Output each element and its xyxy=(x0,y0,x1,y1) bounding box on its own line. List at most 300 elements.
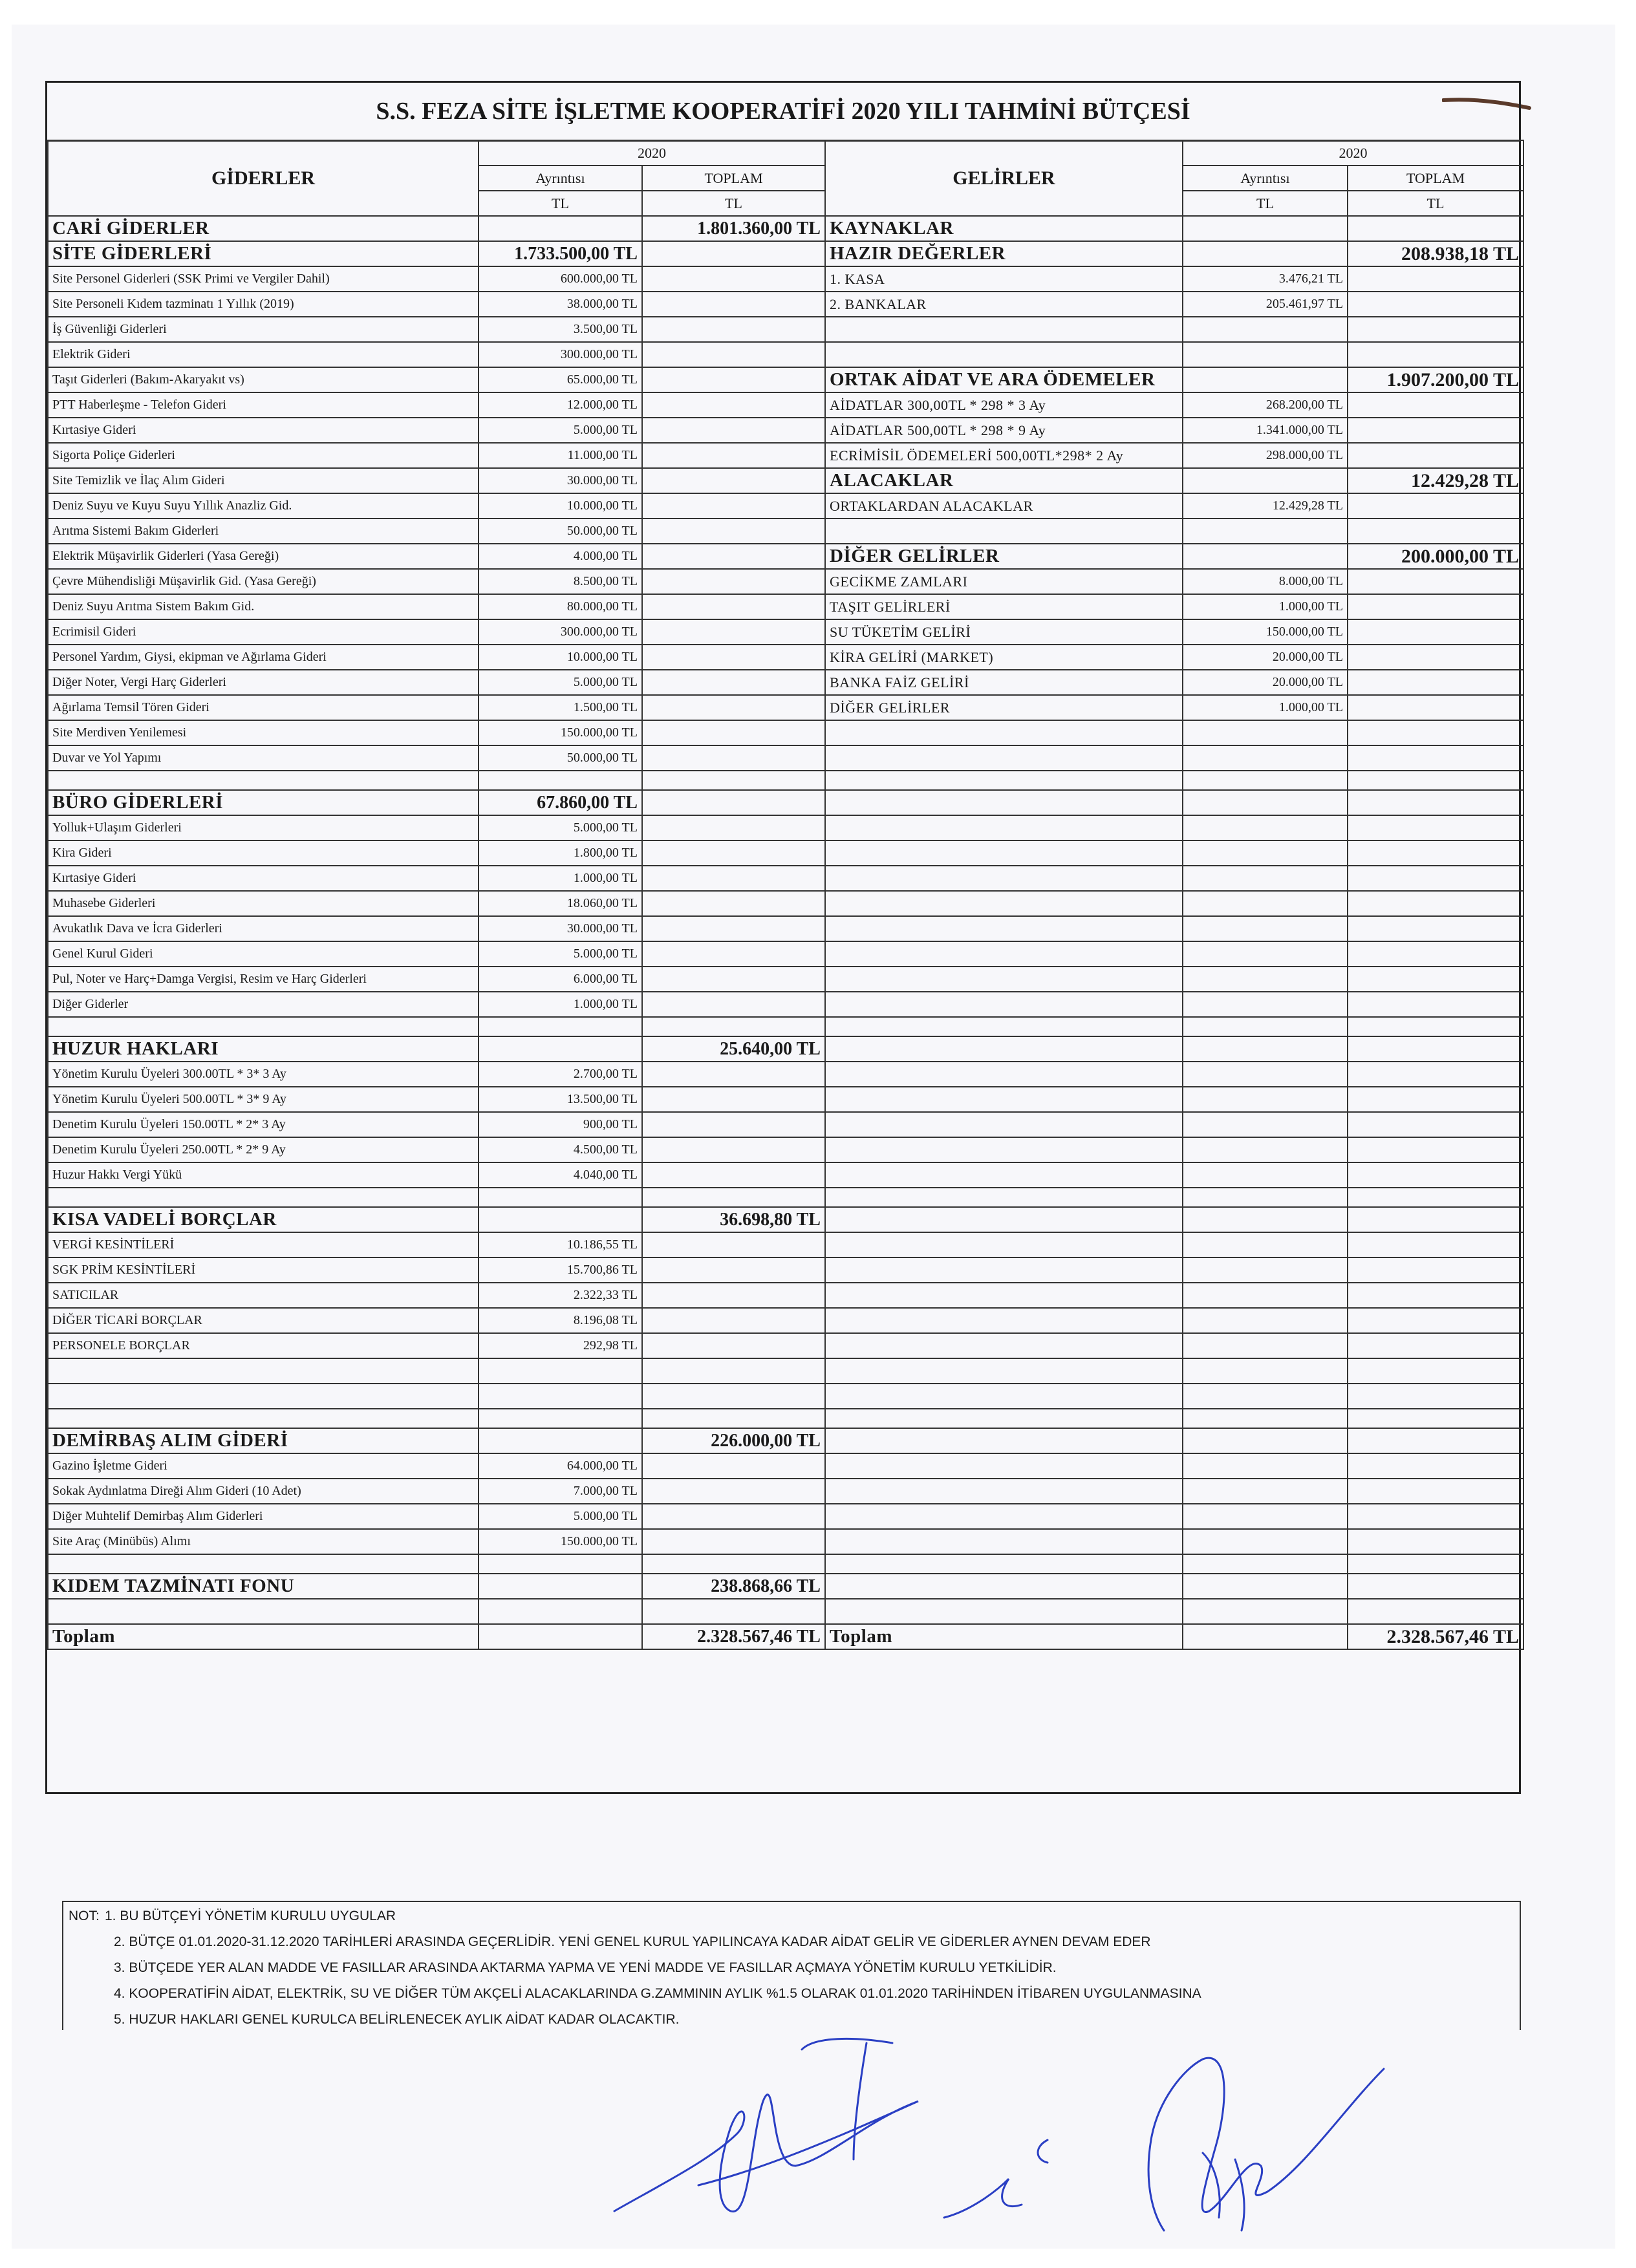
income-total xyxy=(1348,992,1523,1017)
expense-detail: 4.040,00 TL xyxy=(479,1162,642,1188)
income-detail xyxy=(1183,241,1348,266)
expense-label: Kırtasiye Gideri xyxy=(48,866,479,891)
income-detail xyxy=(1183,1574,1348,1599)
expense-total xyxy=(642,544,825,569)
income-total xyxy=(1348,1504,1523,1529)
income-label: ALACAKLAR xyxy=(825,468,1183,493)
expense-detail: 1.000,00 TL xyxy=(479,866,642,891)
expense-total xyxy=(642,1087,825,1112)
expense-detail: 900,00 TL xyxy=(479,1112,642,1137)
income-detail xyxy=(1183,1112,1348,1137)
income-label: KİRA GELİRİ (MARKET) xyxy=(825,645,1183,670)
income-total xyxy=(1348,1333,1523,1358)
income-total xyxy=(1348,941,1523,967)
signature-1 xyxy=(614,2095,918,2212)
table-row xyxy=(48,967,1523,992)
expense-total xyxy=(642,1599,825,1624)
income-label xyxy=(825,342,1183,367)
income-label xyxy=(825,790,1183,815)
expense-total xyxy=(642,670,825,695)
expense-label: Ağırlama Temsil Tören Gideri xyxy=(48,695,479,720)
signatures xyxy=(582,1998,1423,2256)
expense-detail: 1.000,00 TL xyxy=(479,992,642,1017)
expense-detail: 13.500,00 TL xyxy=(479,1087,642,1112)
budget-body xyxy=(48,216,1523,1649)
expense-label: CARİ GİDERLER xyxy=(48,216,479,241)
income-detail xyxy=(1183,1358,1348,1384)
income-detail xyxy=(1183,519,1348,544)
expense-total xyxy=(642,493,825,519)
expense-label: Sigorta Poliçe Giderleri xyxy=(48,443,479,468)
table-row xyxy=(48,1504,1523,1529)
income-total xyxy=(1348,1574,1523,1599)
expense-label: Diğer Muhtelif Demirbaş Alım Giderleri xyxy=(48,1504,479,1529)
table-row xyxy=(48,1453,1523,1479)
expense-total: 226.000,00 TL xyxy=(642,1428,825,1453)
income-label xyxy=(825,1529,1183,1554)
table-row xyxy=(48,1112,1523,1137)
expense-label: BÜRO GİDERLERİ xyxy=(48,790,479,815)
income-label: ORTAK AİDAT VE ARA ÖDEMELER xyxy=(825,367,1183,392)
income-label xyxy=(825,1479,1183,1504)
income-total xyxy=(1348,1232,1523,1257)
expense-label: Denetim Kurulu Üyeleri 250.00TL * 2* 9 Ay xyxy=(48,1137,479,1162)
expense-detail: 5.000,00 TL xyxy=(479,670,642,695)
table-row xyxy=(48,519,1523,544)
income-total: 12.429,28 TL xyxy=(1348,468,1523,493)
expense-detail xyxy=(479,1599,642,1624)
expense-label: Çevre Mühendisliği Müşavirlik Gid. (Yasa Gereği) xyxy=(48,569,479,594)
income-label xyxy=(825,317,1183,342)
table-row xyxy=(48,695,1523,720)
income-label xyxy=(825,1428,1183,1453)
income-detail xyxy=(1183,544,1348,569)
expense-detail: 50.000,00 TL xyxy=(479,745,642,771)
income-detail xyxy=(1183,992,1348,1017)
income-total xyxy=(1348,418,1523,443)
income-label xyxy=(825,1358,1183,1384)
income-label xyxy=(825,745,1183,771)
expenses-header: GİDERLER xyxy=(48,140,479,216)
expense-detail: 15.700,86 TL xyxy=(479,1257,642,1283)
income-detail xyxy=(1183,1308,1348,1333)
expense-total xyxy=(642,1112,825,1137)
income-total: 208.938,18 TL xyxy=(1348,241,1523,266)
expense-total xyxy=(642,1308,825,1333)
income-detail xyxy=(1183,1453,1348,1479)
expense-label xyxy=(48,1358,479,1384)
income-detail xyxy=(1183,916,1348,941)
income-total xyxy=(1348,342,1523,367)
expense-total xyxy=(642,1529,825,1554)
income-label xyxy=(825,1036,1183,1062)
income-detail: 268.200,00 TL xyxy=(1183,392,1348,418)
income-detail: 1.000,00 TL xyxy=(1183,695,1348,720)
expense-detail: 11.000,00 TL xyxy=(479,443,642,468)
income-detail xyxy=(1183,1529,1348,1554)
expense-detail: 38.000,00 TL xyxy=(479,292,642,317)
income-total xyxy=(1348,695,1523,720)
income-total xyxy=(1348,1479,1523,1504)
expense-total xyxy=(642,292,825,317)
income-total xyxy=(1348,1017,1523,1036)
income-total xyxy=(1348,1207,1523,1232)
incomes-header: GELİRLER xyxy=(825,140,1183,216)
expense-total: 25.640,00 TL xyxy=(642,1036,825,1062)
table-row xyxy=(48,1257,1523,1283)
table-row xyxy=(48,392,1523,418)
income-label xyxy=(825,1162,1183,1188)
table-row xyxy=(48,916,1523,941)
expense-detail: 10.000,00 TL xyxy=(479,493,642,519)
table-row xyxy=(48,493,1523,519)
income-label: DİĞER GELİRLER xyxy=(825,544,1183,569)
income-label: AİDATLAR 500,00TL * 298 * 9 Ay xyxy=(825,418,1183,443)
income-total xyxy=(1348,790,1523,815)
expense-detail: 300.000,00 TL xyxy=(479,619,642,645)
note-2: 2. BÜTÇE 01.01.2020-31.12.2020 TARİHLERİ ARASINDA GEÇERLİDİR. YENİ GENEL KURUL YAPILINCAYA KADAR AİDAT GELİR VE GİDERLER AYNEN DEVAM EDER xyxy=(114,1934,1151,1949)
income-label xyxy=(825,941,1183,967)
table-row xyxy=(48,1574,1523,1599)
expense-detail: 300.000,00 TL xyxy=(479,342,642,367)
table-row xyxy=(48,790,1523,815)
note-5: 5. HUZUR HAKLARI GENEL KURULCA BELİRLENECEK AYLIK AİDAT KADAR OLACAKTIR. xyxy=(114,2012,680,2027)
income-label: DİĞER GELİRLER xyxy=(825,695,1183,720)
budget-title: S.S. FEZA SİTE İŞLETME KOOPERATİFİ 2020 YILI TAHMİNİ BÜTÇESİ xyxy=(47,83,1519,142)
expense-total xyxy=(642,1162,825,1188)
income-total xyxy=(1348,1308,1523,1333)
income-total xyxy=(1348,916,1523,941)
income-label xyxy=(825,519,1183,544)
expense-label: KISA VADELİ BORÇLAR xyxy=(48,1207,479,1232)
expense-detail xyxy=(479,771,642,790)
expense-total xyxy=(642,1479,825,1504)
expense-total xyxy=(642,815,825,840)
income-detail xyxy=(1183,1479,1348,1504)
expense-total xyxy=(642,519,825,544)
expense-detail: 1.800,00 TL xyxy=(479,840,642,866)
expense-total xyxy=(642,720,825,745)
expense-total xyxy=(642,941,825,967)
table-row xyxy=(48,1137,1523,1162)
table-row xyxy=(48,1428,1523,1453)
income-label: ECRİMİSİL ÖDEMELERİ 500,00TL*298* 2 Ay xyxy=(825,443,1183,468)
notes-prefix: NOT: xyxy=(69,1909,100,1923)
income-label: ORTAKLARDAN ALACAKLAR xyxy=(825,493,1183,519)
table-row xyxy=(48,840,1523,866)
expense-total xyxy=(642,745,825,771)
income-detail xyxy=(1183,866,1348,891)
expense-total xyxy=(642,569,825,594)
expense-total xyxy=(642,367,825,392)
income-label xyxy=(825,1554,1183,1574)
expense-total xyxy=(642,1358,825,1384)
table-row xyxy=(48,1384,1523,1409)
expense-total xyxy=(642,468,825,493)
table-row xyxy=(48,216,1523,241)
income-total xyxy=(1348,1428,1523,1453)
budget-table xyxy=(47,140,1524,1650)
incomes-year: 2020 xyxy=(1183,140,1523,166)
table-row xyxy=(48,1624,1523,1649)
income-total: 2.328.567,46 TL xyxy=(1348,1624,1523,1649)
income-label xyxy=(825,866,1183,891)
income-detail: 20.000,00 TL xyxy=(1183,645,1348,670)
table-row xyxy=(48,645,1523,670)
expenses-year: 2020 xyxy=(479,140,825,166)
income-detail xyxy=(1183,1232,1348,1257)
expense-total xyxy=(642,1333,825,1358)
income-label xyxy=(825,1409,1183,1428)
income-label xyxy=(825,720,1183,745)
income-label xyxy=(825,1504,1183,1529)
expense-detail: 6.000,00 TL xyxy=(479,967,642,992)
expense-label: KIDEM TAZMİNATI FONU xyxy=(48,1574,479,1599)
expense-total xyxy=(642,1409,825,1428)
signature-3b xyxy=(1203,2153,1244,2231)
table-row xyxy=(48,1207,1523,1232)
income-total xyxy=(1348,745,1523,771)
income-total xyxy=(1348,1162,1523,1188)
income-label xyxy=(825,815,1183,840)
expense-label: SİTE GİDERLERİ xyxy=(48,241,479,266)
income-total xyxy=(1348,866,1523,891)
expense-total xyxy=(642,1453,825,1479)
income-label xyxy=(825,771,1183,790)
expense-label: Duvar ve Yol Yapımı xyxy=(48,745,479,771)
expense-detail: 5.000,00 TL xyxy=(479,815,642,840)
expense-detail: 3.500,00 TL xyxy=(479,317,642,342)
expense-label: Taşıt Giderleri (Bakım-Akaryakıt vs) xyxy=(48,367,479,392)
income-label xyxy=(825,1062,1183,1087)
expense-label: Sokak Aydınlatma Direği Alım Gideri (10 Adet) xyxy=(48,1479,479,1504)
expense-detail: 64.000,00 TL xyxy=(479,1453,642,1479)
expense-detail: 8.500,00 TL xyxy=(479,569,642,594)
table-row xyxy=(48,1036,1523,1062)
expense-label: SATICILAR xyxy=(48,1283,479,1308)
expense-total xyxy=(642,1384,825,1409)
income-label xyxy=(825,1308,1183,1333)
income-label xyxy=(825,1087,1183,1112)
expense-detail: 12.000,00 TL xyxy=(479,392,642,418)
expense-detail xyxy=(479,1554,642,1574)
income-total xyxy=(1348,1554,1523,1574)
expense-detail: 2.700,00 TL xyxy=(479,1062,642,1087)
income-label: 2. BANKALAR xyxy=(825,292,1183,317)
table-row xyxy=(48,367,1523,392)
expense-detail: 1.733.500,00 TL xyxy=(479,241,642,266)
expense-total xyxy=(642,840,825,866)
income-detail xyxy=(1183,317,1348,342)
income-detail xyxy=(1183,1554,1348,1574)
table-row xyxy=(48,771,1523,790)
expense-label xyxy=(48,1599,479,1624)
expense-label: PTT Haberleşme - Telefon Gideri xyxy=(48,392,479,418)
income-label: 1. KASA xyxy=(825,266,1183,292)
expense-total xyxy=(642,418,825,443)
expense-label: Kırtasiye Gideri xyxy=(48,418,479,443)
income-total xyxy=(1348,967,1523,992)
income-label xyxy=(825,992,1183,1017)
expense-label: VERGİ KESİNTİLERİ xyxy=(48,1232,479,1257)
expense-total xyxy=(642,317,825,342)
expense-label: DEMİRBAŞ ALIM GİDERİ xyxy=(48,1428,479,1453)
table-row xyxy=(48,1283,1523,1308)
expense-detail: 4.500,00 TL xyxy=(479,1137,642,1162)
income-detail xyxy=(1183,342,1348,367)
table-row xyxy=(48,1479,1523,1504)
expense-label: Muhasebe Giderleri xyxy=(48,891,479,916)
income-detail xyxy=(1183,1333,1348,1358)
expense-total xyxy=(642,967,825,992)
incomes-detail-unit: TL xyxy=(1183,191,1348,216)
expense-detail: 80.000,00 TL xyxy=(479,594,642,619)
expense-detail: 67.860,00 TL xyxy=(479,790,642,815)
income-total xyxy=(1348,1453,1523,1479)
income-label: GECİKME ZAMLARI xyxy=(825,569,1183,594)
expense-detail xyxy=(479,1188,642,1207)
table-row xyxy=(48,1188,1523,1207)
expense-label: SGK PRİM KESİNTİLERİ xyxy=(48,1257,479,1283)
income-total xyxy=(1348,1384,1523,1409)
income-label xyxy=(825,1207,1183,1232)
expense-detail: 2.322,33 TL xyxy=(479,1283,642,1308)
income-detail xyxy=(1183,216,1348,241)
income-total xyxy=(1348,1599,1523,1624)
expense-detail: 150.000,00 TL xyxy=(479,1529,642,1554)
income-total xyxy=(1348,1188,1523,1207)
income-detail xyxy=(1183,745,1348,771)
expenses-detail-header: Ayrıntısı xyxy=(479,166,642,191)
expense-total: 36.698,80 TL xyxy=(642,1207,825,1232)
table-row xyxy=(48,266,1523,292)
expense-label: Site Temizlik ve İlaç Alım Gideri xyxy=(48,468,479,493)
expense-label: Personel Yardım, Giysi, ekipman ve Ağırlama Gideri xyxy=(48,645,479,670)
income-detail xyxy=(1183,1017,1348,1036)
expense-label xyxy=(48,1409,479,1428)
expense-total xyxy=(642,891,825,916)
table-row xyxy=(48,745,1523,771)
income-label xyxy=(825,1188,1183,1207)
expenses-detail-unit: TL xyxy=(479,191,642,216)
table-row xyxy=(48,941,1523,967)
income-detail xyxy=(1183,1257,1348,1283)
income-detail: 1.000,00 TL xyxy=(1183,594,1348,619)
expense-detail: 18.060,00 TL xyxy=(479,891,642,916)
table-row xyxy=(48,1062,1523,1087)
expense-detail xyxy=(479,1358,642,1384)
income-detail: 1.341.000,00 TL xyxy=(1183,418,1348,443)
income-total xyxy=(1348,891,1523,916)
income-total xyxy=(1348,1087,1523,1112)
income-label xyxy=(825,1232,1183,1257)
expense-label: Pul, Noter ve Harç+Damga Vergisi, Resim ve Harç Giderleri xyxy=(48,967,479,992)
expense-label: Huzur Hakkı Vergi Yükü xyxy=(48,1162,479,1188)
budget-table-frame xyxy=(45,81,1521,1794)
income-detail xyxy=(1183,815,1348,840)
income-total xyxy=(1348,840,1523,866)
expense-label: Kira Gideri xyxy=(48,840,479,866)
table-row xyxy=(48,418,1523,443)
note-3: 3. BÜTÇEDE YER ALAN MADDE VE FASILLAR ARASINDA AKTARMA YAPMA VE YENİ MADDE VE FASILLAR AÇMAYA YÖNETİM KURULU YETKİLİDİR. xyxy=(114,1960,1057,1975)
expense-total: 1.801.360,00 TL xyxy=(642,216,825,241)
expenses-total-unit: TL xyxy=(642,191,825,216)
expense-label xyxy=(48,1017,479,1036)
table-row xyxy=(48,594,1523,619)
expense-total: 2.328.567,46 TL xyxy=(642,1624,825,1649)
income-detail xyxy=(1183,1409,1348,1428)
income-detail: 12.429,28 TL xyxy=(1183,493,1348,519)
expense-total xyxy=(642,1554,825,1574)
expense-total: 238.868,66 TL xyxy=(642,1574,825,1599)
table-row xyxy=(48,317,1523,342)
incomes-detail-header: Ayrıntısı xyxy=(1183,166,1348,191)
income-detail xyxy=(1183,1188,1348,1207)
expense-total xyxy=(642,695,825,720)
income-detail xyxy=(1183,367,1348,392)
expense-detail xyxy=(479,1428,642,1453)
table-row xyxy=(48,1308,1523,1333)
income-total xyxy=(1348,1062,1523,1087)
expense-detail xyxy=(479,1384,642,1409)
expense-label: Denetim Kurulu Üyeleri 150.00TL * 2* 3 Ay xyxy=(48,1112,479,1137)
income-detail xyxy=(1183,468,1348,493)
expense-total xyxy=(642,1257,825,1283)
expense-detail xyxy=(479,1624,642,1649)
income-total xyxy=(1348,1409,1523,1428)
income-total xyxy=(1348,292,1523,317)
income-label xyxy=(825,1257,1183,1283)
expense-detail: 30.000,00 TL xyxy=(479,916,642,941)
income-total xyxy=(1348,1529,1523,1554)
expense-detail xyxy=(479,1574,642,1599)
expense-total xyxy=(642,1017,825,1036)
expense-label: Site Araç (Minübüs) Alımı xyxy=(48,1529,479,1554)
income-label: KAYNAKLAR xyxy=(825,216,1183,241)
income-detail xyxy=(1183,1504,1348,1529)
expense-label: PERSONELE BORÇLAR xyxy=(48,1333,479,1358)
income-detail xyxy=(1183,941,1348,967)
expense-detail: 8.196,08 TL xyxy=(479,1308,642,1333)
income-label xyxy=(825,1283,1183,1308)
expense-label: Deniz Suyu Arıtma Sistem Bakım Gid. xyxy=(48,594,479,619)
income-detail xyxy=(1183,1162,1348,1188)
incomes-total-unit: TL xyxy=(1348,191,1523,216)
table-row xyxy=(48,1599,1523,1624)
expense-label: Toplam xyxy=(48,1624,479,1649)
table-row xyxy=(48,891,1523,916)
expense-detail: 10.186,55 TL xyxy=(479,1232,642,1257)
income-label xyxy=(825,1333,1183,1358)
expense-label: Deniz Suyu ve Kuyu Suyu Yıllık Anazliz Gid. xyxy=(48,493,479,519)
income-total xyxy=(1348,619,1523,645)
income-label xyxy=(825,1017,1183,1036)
expense-total xyxy=(642,1137,825,1162)
expense-total xyxy=(642,1062,825,1087)
income-detail: 20.000,00 TL xyxy=(1183,670,1348,695)
income-detail xyxy=(1183,1036,1348,1062)
expense-detail: 5.000,00 TL xyxy=(479,418,642,443)
income-label xyxy=(825,1574,1183,1599)
income-label xyxy=(825,1453,1183,1479)
income-total xyxy=(1348,645,1523,670)
expense-detail: 600.000,00 TL xyxy=(479,266,642,292)
income-label xyxy=(825,1137,1183,1162)
income-label: SU TÜKETİM GELİRİ xyxy=(825,619,1183,645)
table-row xyxy=(48,1087,1523,1112)
income-detail xyxy=(1183,771,1348,790)
expense-detail xyxy=(479,216,642,241)
